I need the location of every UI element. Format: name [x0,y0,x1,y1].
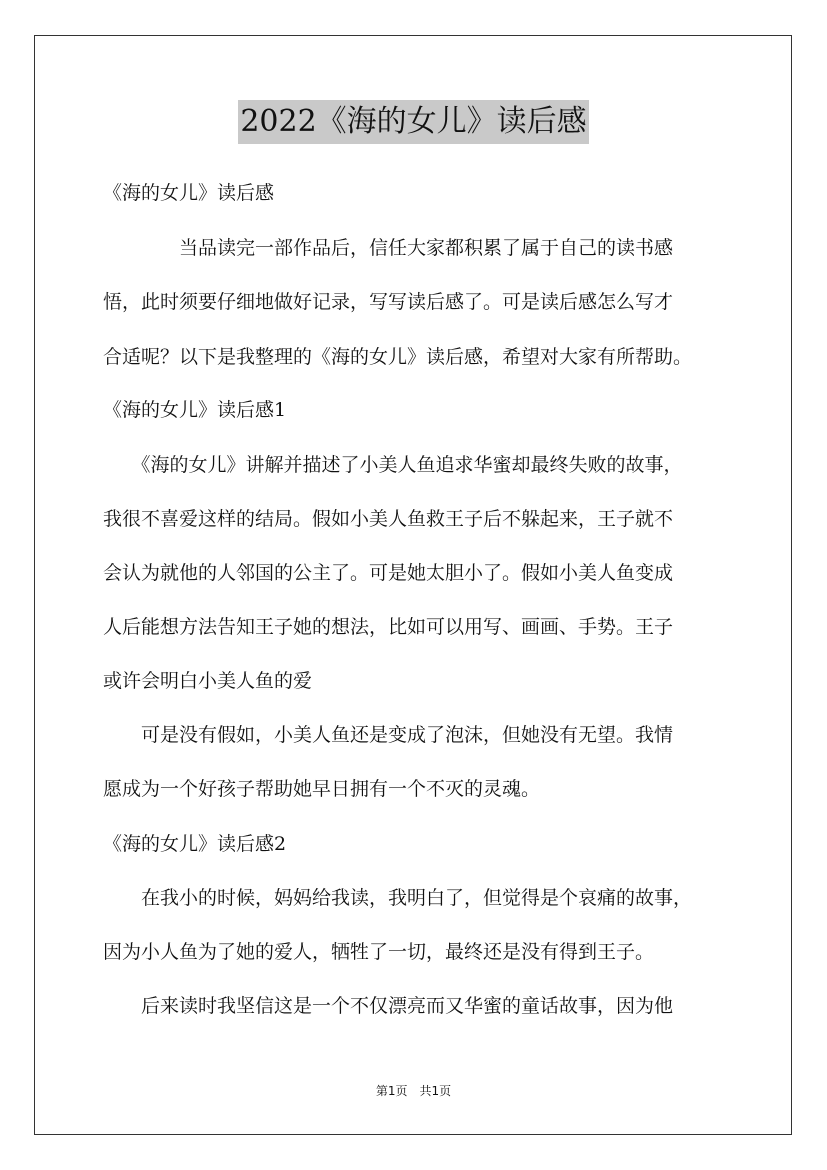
title-container [0,100,827,144]
paragraph-line: 合适呢？以下是我整理的《海的女儿》读后感，希望对大家有所帮助。 [103,346,693,368]
paragraph-line: 因为小人鱼为了她的爱人，牺牲了一切，最终还是没有得到王子。 [103,941,655,963]
paragraph-line: 可是没有假如，小美人鱼还是变成了泡沫，但她没有无望。我情 [103,724,674,746]
paragraph-line: 会认为就他的人邻国的公主了。可是她太胆小了。假如小美人鱼变成 [103,562,674,584]
paragraph-line: 当品读完一部作品后，信任大家都积累了属于自己的读书感 [103,237,674,259]
section-heading: 《海的女儿》读后感2 [103,833,287,855]
paragraph-line: 或许会明白小美人鱼的爱 [103,670,313,692]
document-title: 2022《海的女儿》读后感 [238,100,588,144]
section-heading: 《海的女儿》读后感 [103,182,275,204]
paragraph-line: 悟，此时须要仔细地做好记录，写写读后感了。可是读后感怎么写才 [103,291,674,313]
page-footer: 第1页 共1页 [375,1084,452,1098]
paragraph-line: 人后能想方法告知王子她的想法，比如可以用写、画画、手势。王子 [103,616,674,638]
paragraph-line: 在我小的时候，妈妈给我读，我明白了，但觉得是个哀痛的故事， [103,887,693,909]
paragraph-line: 我很不喜爱这样的结局。假如小美人鱼救王子后不躲起来，王子就不 [103,508,674,530]
paragraph-line: 后来读时我坚信这是一个不仅漂亮而又华蜜的童话故事，因为他 [103,995,674,1017]
paragraph-line: 《海的女儿》讲解并描述了小美人鱼追求华蜜却最终失败的故事， [103,454,683,476]
section-heading: 《海的女儿》读后感1 [103,399,287,421]
paragraph-line: 愿成为一个好孩子帮助她早日拥有一个不灭的灵魂。 [103,778,541,800]
